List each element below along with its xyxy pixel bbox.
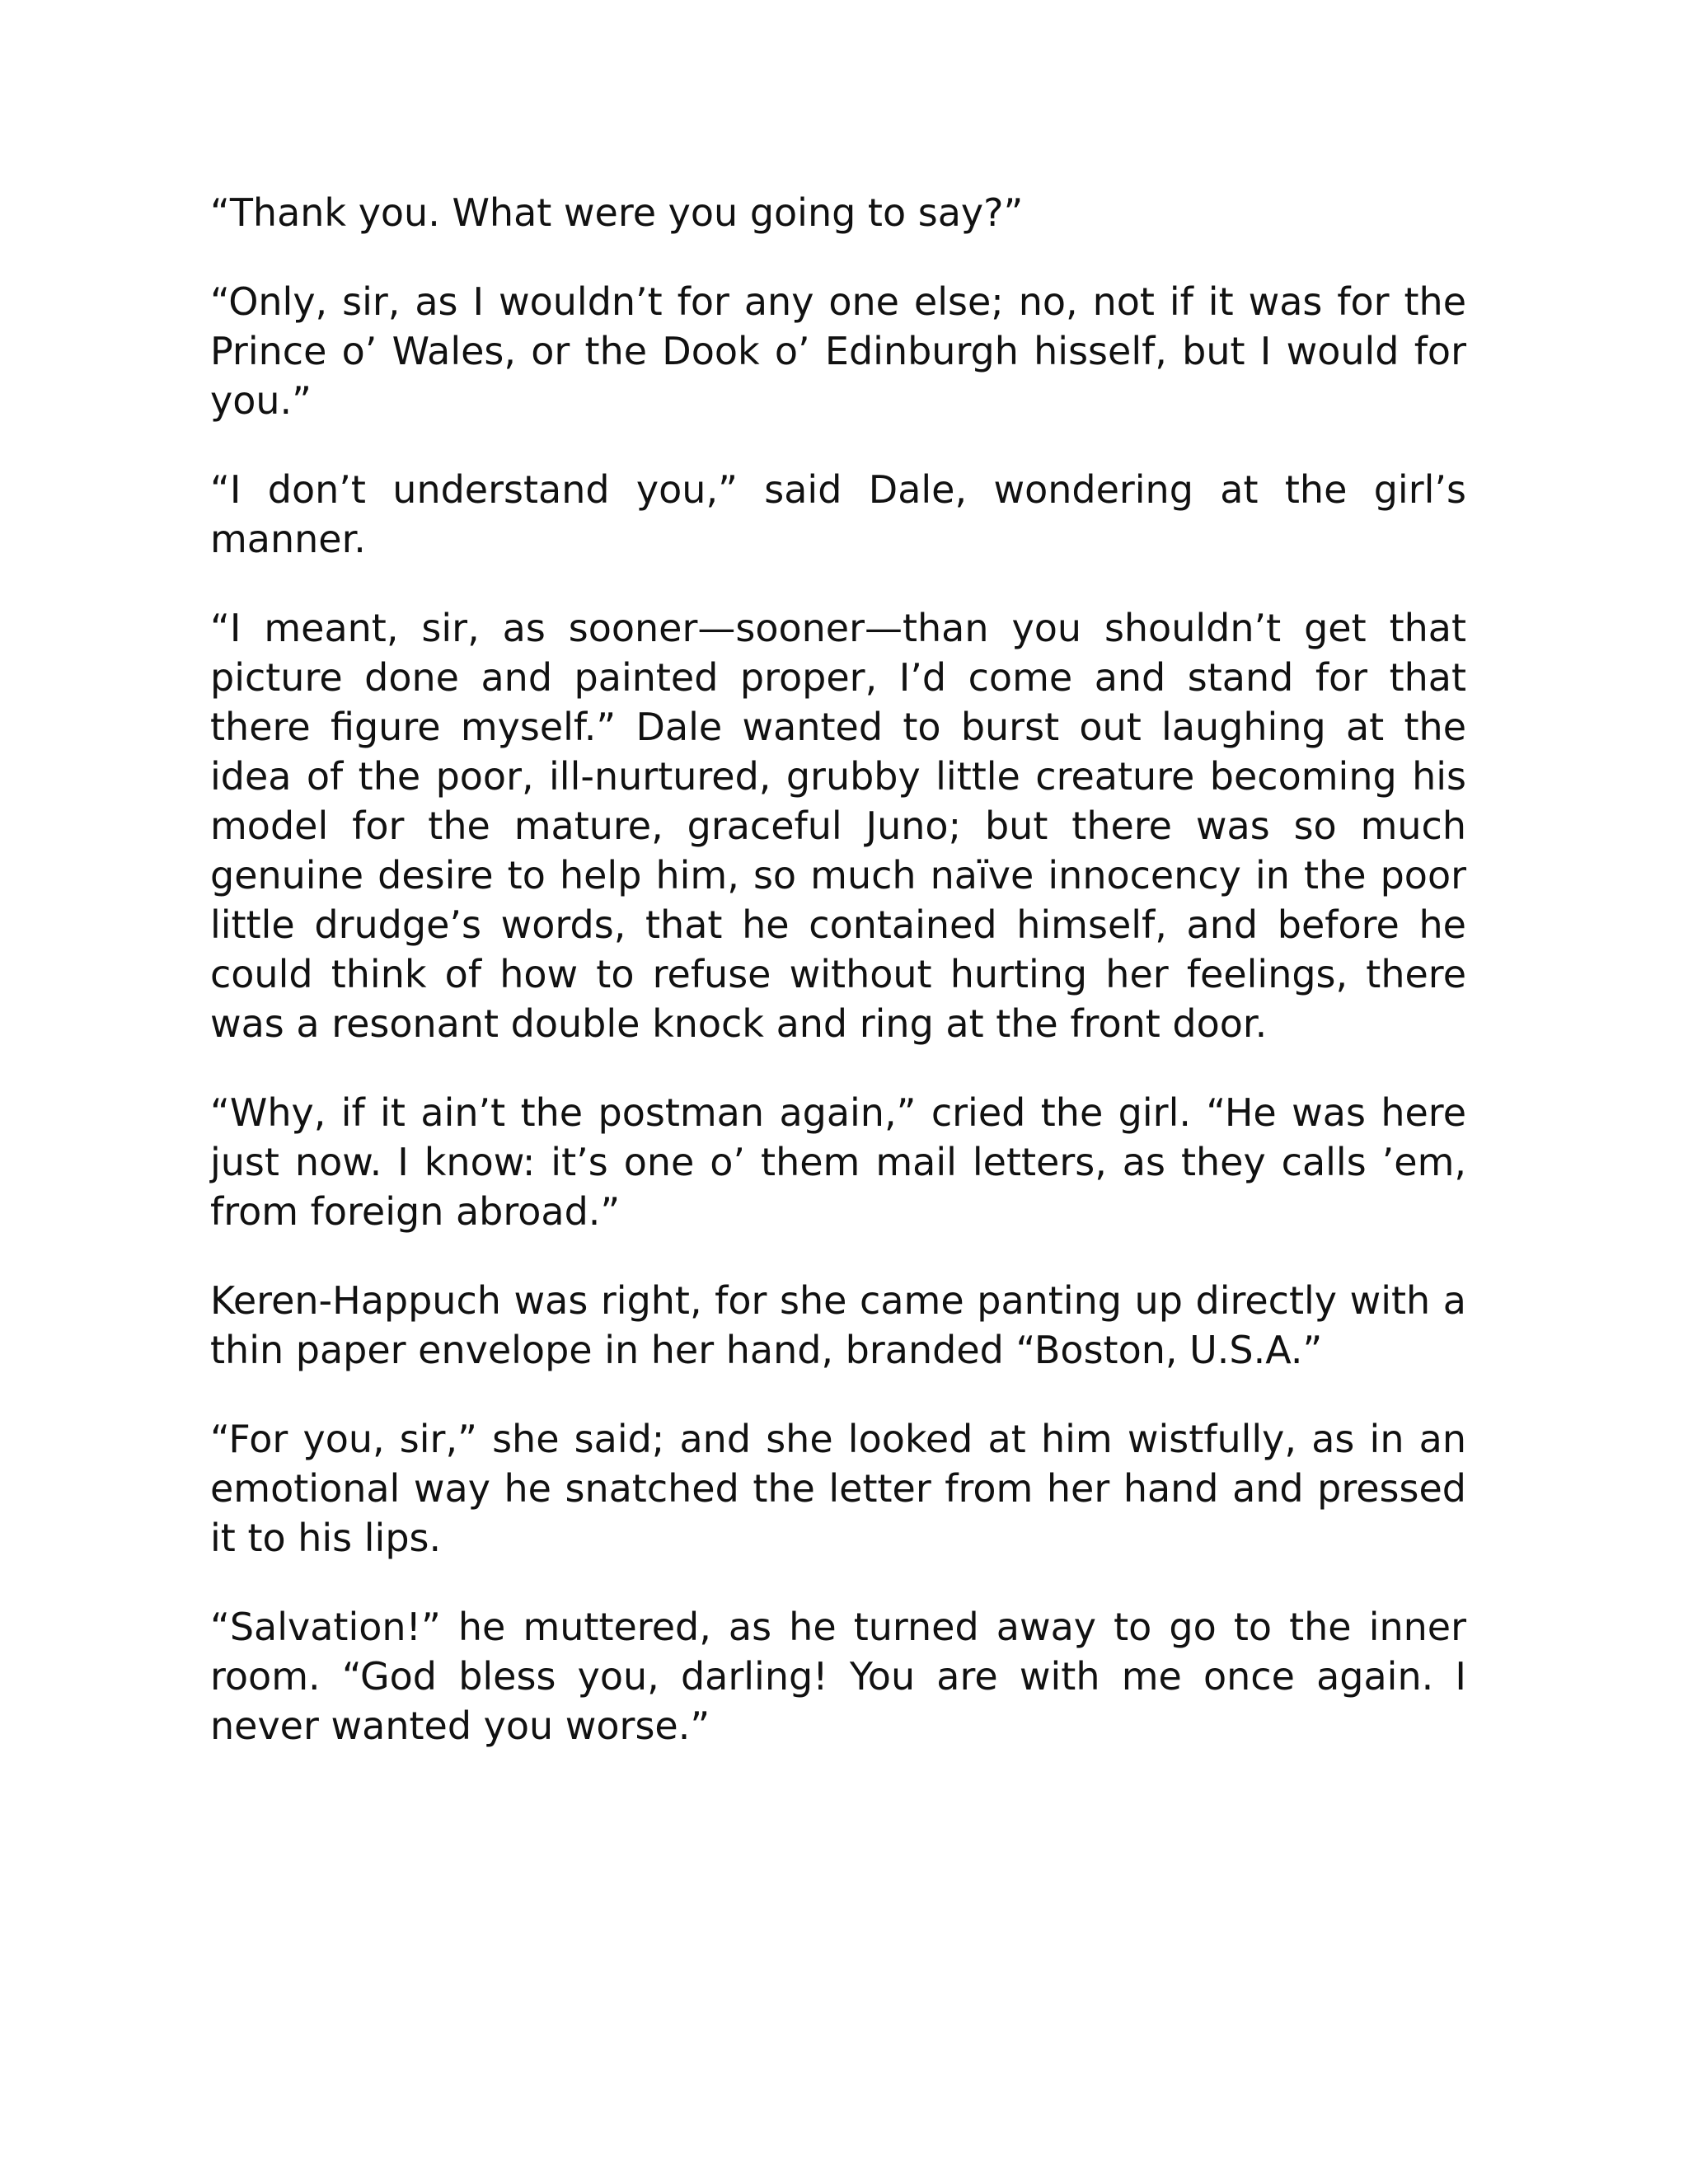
paragraph-3: “I don’t understand you,” said Dale, wondering at the girl’s manner. — [210, 467, 1466, 561]
paragraph-7: “For you, sir,” she said; and she looked at him wistfully, as in an emotional way he snatched the letter from her hand and pressed it to his lips. — [210, 1417, 1466, 1560]
paragraph-2: “Only, sir, as I wouldn’t for any one else; no, not if it was for the Prince o’ Wales, or the Dook o’ Edinburgh hisself, but I would for you.” — [210, 279, 1466, 423]
paragraph-1: “Thank you. What were you going to say?” — [210, 190, 1024, 235]
paragraph-8: “Salvation!” he muttered, as he turned away to go to the inner room. “God bless you, darling! You are with me once again. I never wanted you worse.” — [210, 1605, 1466, 1748]
paragraph-5: “Why, if it ain’t the postman again,” cried the girl. “He was here just now. I know: it’s one o’ them mail letters, as they calls ’em, from foreign abroad.” — [210, 1090, 1466, 1234]
paragraph-4: “I meant, sir, as sooner—sooner—than you shouldn’t get that picture done and painted proper, I’d come and stand for that there figure myself.” Dale wanted to burst out laughing at the idea of the poor, ill-nurtured, grubby little creature becoming his model for the mature, graceful Juno; but there was so much genuine desire to help him, so much naïve innocency in the poor little drudge’s words, that he contained himself, and before he could think of how to refuse without hurting her feelings, there was a resonant double knock and ring at the front door. — [210, 606, 1466, 1046]
paragraph-6: Keren-Happuch was right, for she came panting up directly with a thin paper envelope in her hand, branded “Boston, U.S.A.” — [210, 1278, 1466, 1372]
document-page — [210, 188, 1466, 1790]
